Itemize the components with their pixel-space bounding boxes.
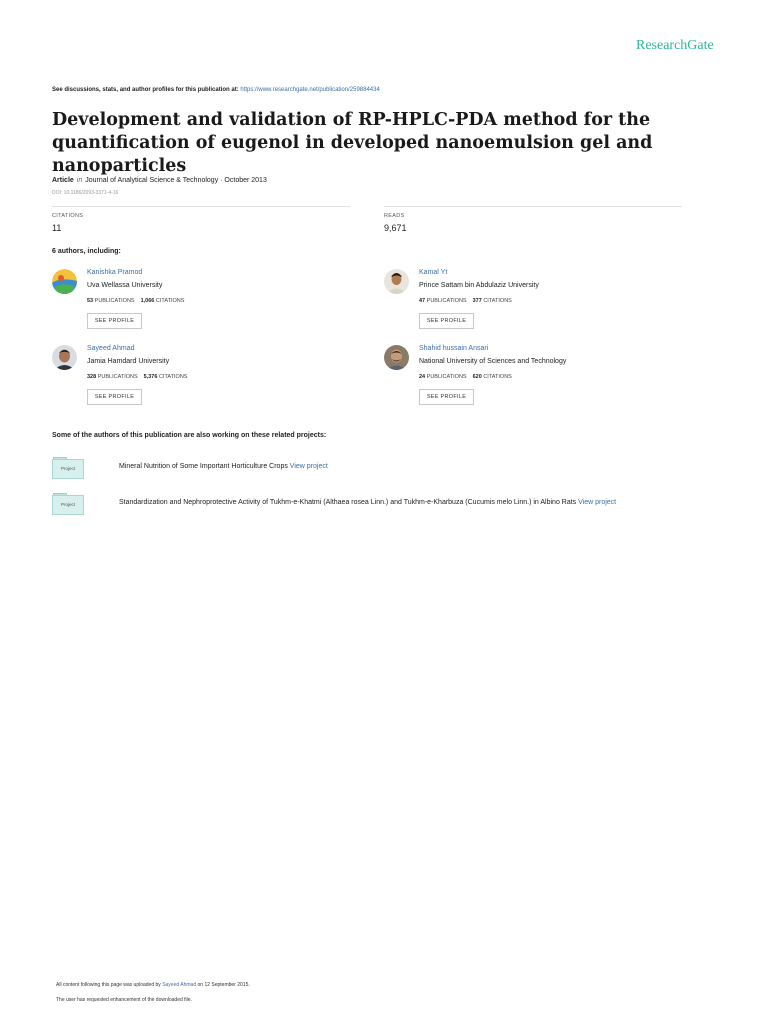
author-card [52, 345, 352, 415]
author-stats [87, 298, 184, 304]
authors-heading: 6 authors, including: [52, 248, 121, 255]
author-stats [419, 298, 512, 304]
avatar[interactable] [52, 269, 77, 294]
avatar[interactable] [384, 269, 409, 294]
author-institution: National University of Sciences and Technology [419, 358, 567, 365]
publications-label: PUBLICATIONS [426, 374, 467, 380]
in-label: in [76, 177, 83, 184]
author-card [384, 269, 684, 339]
publications-label: PUBLICATIONS [97, 374, 138, 380]
citations-label: CITATIONS [483, 298, 512, 304]
see-discussions-text: See discussions, stats, and author profiles for this publication at: [52, 87, 239, 93]
journal-date: Journal of Analytical Science & Technology · October 2013 [85, 177, 267, 184]
author-name[interactable]: Sayeed Ahmad [87, 345, 135, 352]
citations-divider [52, 206, 350, 207]
publications-label: PUBLICATIONS [94, 298, 135, 304]
author-card [384, 345, 684, 415]
project-icon-label: Project [52, 459, 84, 479]
see-profile-button[interactable]: SEE PROFILE [419, 313, 474, 329]
author-name[interactable]: Shahid hussain Ansari [419, 345, 489, 352]
researchgate-logo[interactable]: ResearchGate [636, 38, 714, 53]
author-name[interactable]: Kanishka Pramod [87, 269, 143, 276]
author-institution: Uva Wellassa University [87, 282, 163, 289]
doi: DOI: 10.1186/2093-3371-4-16 [52, 190, 119, 196]
project-folder-icon [52, 493, 84, 515]
project-title: Mineral Nutrition of Some Important Horticulture Crops [119, 463, 288, 470]
publication-title: Development and validation of RP-HPLC-PDA method for the quantification of eugenol in developed nanoemulsion gel and nanoparticles [52, 110, 653, 176]
project-item [52, 493, 732, 519]
upload-note [56, 982, 250, 988]
uploaded-prefix: All content following this page was uploaded by [56, 982, 161, 988]
author-institution: Prince Sattam bin Abdulaziz University [419, 282, 539, 289]
publication-count: 47 [419, 298, 426, 304]
see-profile-button[interactable]: SEE PROFILE [87, 313, 142, 329]
view-project-link[interactable]: View project [289, 463, 328, 470]
project-title: Standardization and Nephroprotective Activity of Tukhm-e-Khatmi (Althaea rosea Linn.) and Tukhm-e-Kharbuza (Cucumis melo Linn.) in Albino Rats [119, 499, 577, 506]
see-profile-button[interactable]: SEE PROFILE [87, 389, 142, 405]
citation-count: 377 [472, 298, 482, 304]
see-profile-button[interactable]: SEE PROFILE [419, 389, 474, 405]
view-project-link[interactable]: View project [578, 499, 617, 506]
citation-count: 5,376 [143, 374, 158, 380]
reads-count: 9,671 [384, 223, 407, 233]
author-stats [87, 374, 187, 380]
citations-label: CITATIONS [158, 374, 188, 380]
project-text [119, 463, 328, 470]
citation-count: 1,066 [140, 298, 155, 304]
citation-count: 620 [472, 374, 482, 380]
citations-label: CITATIONS [155, 298, 185, 304]
project-folder-icon [52, 457, 84, 479]
author-institution: Jamia Hamdard University [87, 358, 170, 365]
project-item [52, 457, 732, 483]
avatar[interactable] [52, 345, 77, 370]
project-icon-label: Project [52, 495, 84, 515]
author-name[interactable]: Kamal Yt [419, 269, 448, 276]
uploaded-suffix: on 12 September 2015. [197, 982, 250, 988]
publication-link-line [52, 87, 380, 93]
citations-count: 11 [52, 223, 62, 233]
avatar[interactable] [384, 345, 409, 370]
publications-label: PUBLICATIONS [426, 298, 467, 304]
publication-count: 53 [87, 298, 94, 304]
publication-meta [52, 177, 267, 184]
citations-label: CITATIONS [52, 213, 84, 219]
related-projects-heading: Some of the authors of this publication are also working on these related projects: [52, 432, 327, 439]
enhancement-note: The user has requested enhancement of the downloaded file. [56, 997, 192, 1003]
author-card [52, 269, 352, 339]
publication-url-link[interactable]: https://www.researchgate.net/publication/259884434 [240, 87, 380, 93]
project-text [119, 499, 616, 506]
citations-label: CITATIONS [483, 374, 512, 380]
publication-count: 24 [419, 374, 426, 380]
author-stats [419, 374, 512, 380]
uploader-link[interactable]: Sayeed Ahmad [162, 982, 197, 988]
article-type: Article [52, 177, 74, 184]
reads-label: READS [384, 213, 405, 219]
reads-divider [384, 206, 682, 207]
publication-count: 328 [87, 374, 97, 380]
